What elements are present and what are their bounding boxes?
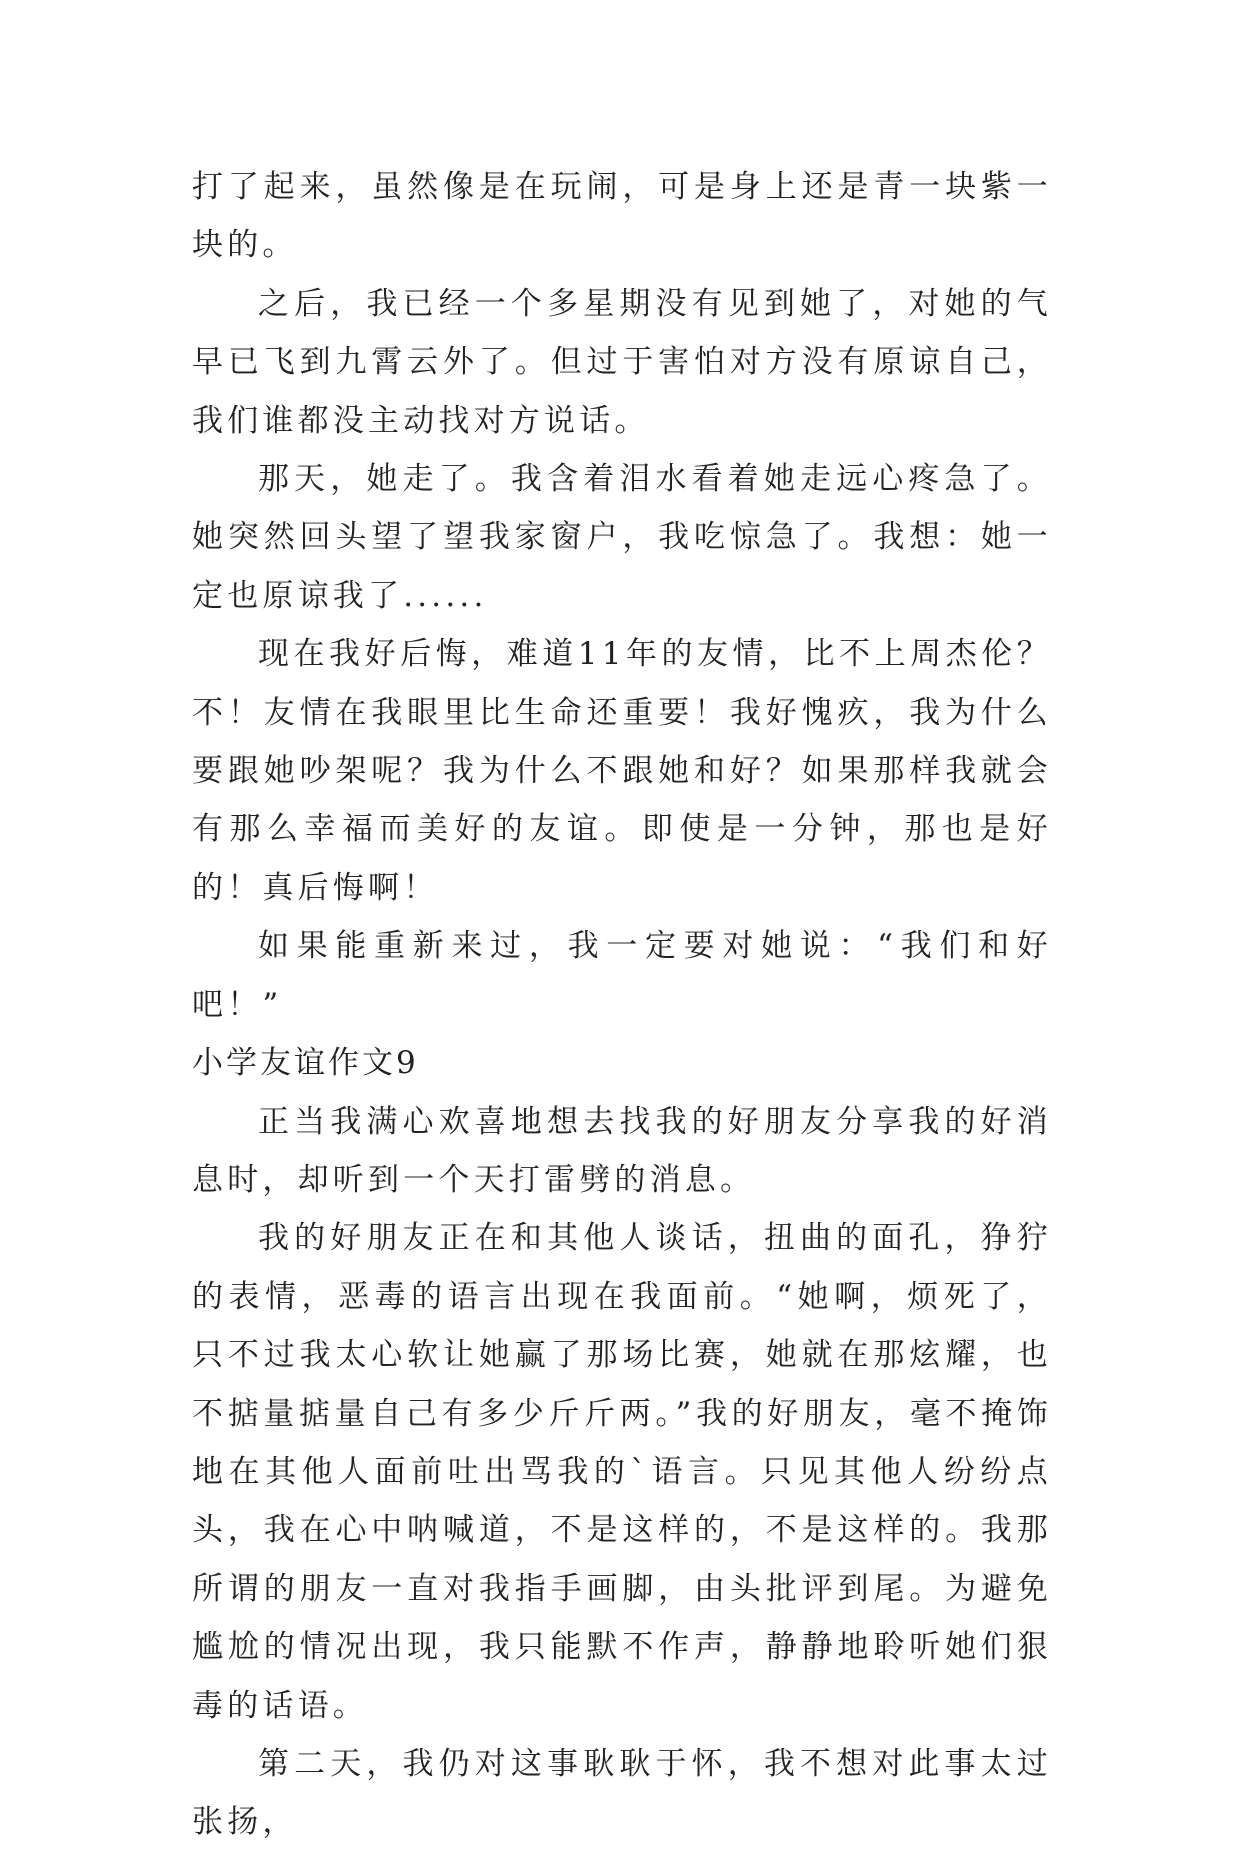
paragraph-5: 如果能重新来过，我一定要对她说：“我们和好吧！” [192, 928, 1052, 1023]
paragraph-7: 我的好朋友正在和其他人谈话，扭曲的面孔，狰狞的表情，恶毒的语言出现在我面前。“她啊，烦死了，只不过我太心软让她赢了那场比赛，她就在那炫耀，也不掂量掂量自己有多少斤斤两。”我的好朋友，毫不掩饰地在其他人面前吐出骂我的`语言。只见其他人纷纷点头，我在心中呐喊道，不是这样的，不是这样的。我那所谓的朋友一直对我指手画脚，由头批评到尾。为避免尴尬的情况出现，我只能默不作声，静静地聆听她们狠毒的话语。 [192, 1220, 1052, 1724]
paragraph-3: 那天，她走了。我含着泪水看着她走远心疼急了。她突然回头望了望我家窗户，我吃惊急了。我想：她一定也原谅我了...... [192, 461, 1052, 614]
paragraph-6: 正当我满心欢喜地想去找我的好朋友分享我的好消息时，却听到一个天打雷劈的消息。 [192, 1103, 1052, 1198]
paragraph-1: 打了起来，虽然像是在玩闹，可是身上还是青一块紫一块的。 [192, 169, 1052, 264]
paragraph-8: 第二天，我仍对这事耿耿于怀，我不想对此事太过张扬， [192, 1745, 1052, 1841]
paragraph-2: 之后，我已经一个多星期没有见到她了，对她的气早已飞到九霄云外了。但过于害怕对方没有原谅自己，我们谁都没主动找对方说话。 [192, 285, 1052, 439]
paragraph-4: 现在我好后悔，难道11年的友情，比不上周杰伦？不！友情在我眼里比生命还重要！我好愧疚，我为什么要跟她吵架呢？我为什么不跟她和好？如果那样我就会有那么幸福而美好的友谊。即使是一分钟，那也是好的！真后悔啊！ [192, 636, 1052, 906]
document-body [192, 158, 1052, 1852]
section-heading: 小学友谊作文9 [192, 1045, 419, 1082]
